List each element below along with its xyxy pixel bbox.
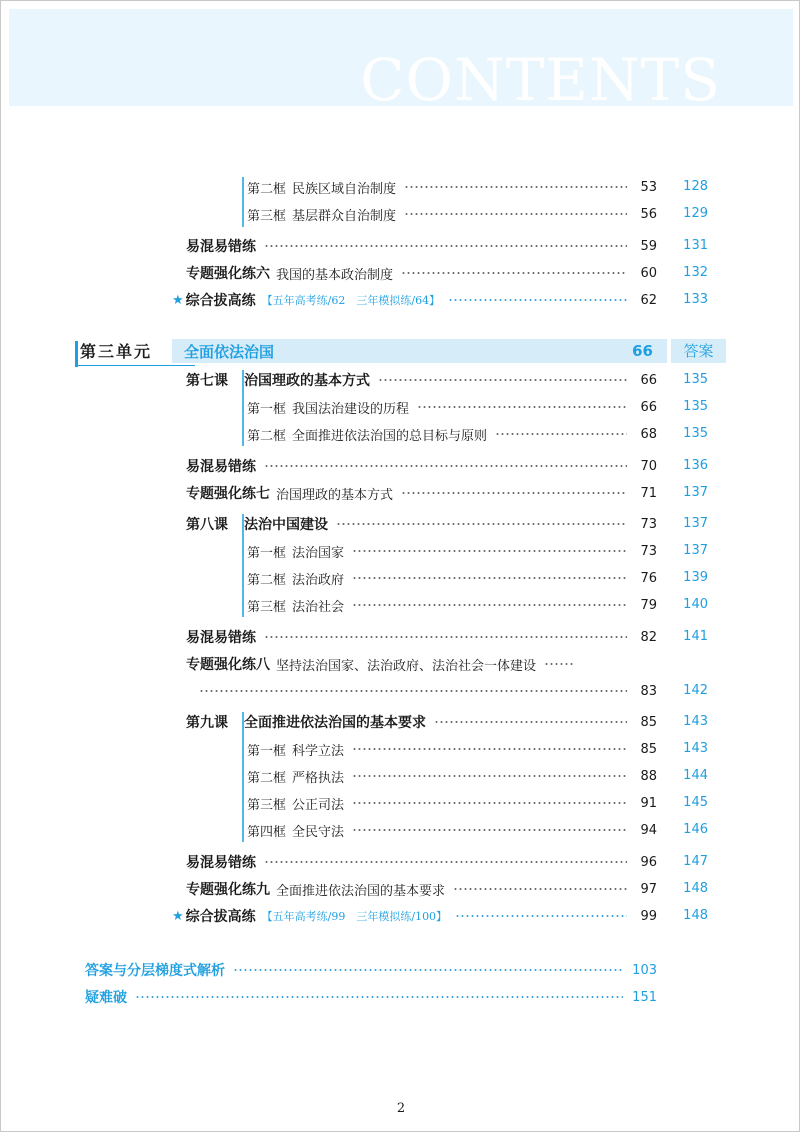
entry-title: 科学立法	[292, 743, 345, 759]
toc-entry[interactable]	[247, 739, 657, 759]
toc-entry[interactable]	[247, 541, 657, 561]
star-icon: ★	[172, 908, 184, 924]
unit-label: 第三单元	[80, 342, 153, 361]
leader-dots	[352, 775, 627, 777]
entry-title: 我国的基本政治制度	[276, 267, 394, 283]
leader-dots	[544, 663, 574, 665]
entry-title: 严格执法	[292, 770, 345, 786]
toc-entry-continuation[interactable]	[199, 681, 657, 701]
toc-entry[interactable]	[186, 370, 657, 390]
entry-label: 第二框	[247, 428, 287, 444]
answer-page[interactable]: 146	[683, 822, 708, 837]
leader-dots	[434, 721, 627, 723]
answer-page[interactable]: 147	[683, 854, 708, 869]
toc-entry[interactable]	[247, 204, 657, 224]
answer-page[interactable]: 135	[683, 372, 708, 387]
entry-label: 第二框	[247, 770, 287, 786]
entry-page: 96	[640, 854, 657, 870]
toc-entry[interactable]	[247, 820, 657, 840]
toc-entry[interactable]	[247, 568, 657, 588]
leader-dots	[233, 969, 623, 971]
toc-entry[interactable]	[186, 712, 657, 732]
entry-label: 第三框	[247, 599, 287, 615]
answer-page[interactable]: 137	[683, 543, 708, 558]
entry-label: 专题强化练六	[186, 266, 270, 282]
entry-note: 【五年高考练/62 三年模拟练/64】	[261, 294, 441, 307]
toc-entry[interactable]	[186, 879, 657, 899]
toc-entry[interactable]	[247, 766, 657, 786]
leader-dots	[264, 861, 627, 863]
entry-title: 全面推进依法治国的基本要求	[244, 715, 426, 731]
entry-label: 第九课	[186, 715, 228, 731]
entry-label: 第二框	[247, 572, 287, 588]
entry-page: 97	[640, 881, 657, 897]
answer-page[interactable]: 137	[683, 516, 708, 531]
leader-dots	[135, 996, 623, 998]
toc-entry[interactable]	[247, 397, 657, 417]
entry-title: 治国理政的基本方式	[244, 373, 370, 389]
leader-dots	[336, 523, 627, 525]
entry-label: 第三框	[247, 208, 287, 224]
entry-page: 56	[640, 206, 657, 222]
entry-page: 73	[640, 516, 657, 532]
entry-label: 第二框	[247, 181, 287, 197]
leader-dots	[404, 213, 627, 215]
toc-entry[interactable]	[172, 906, 657, 926]
entry-title: 全民守法	[292, 824, 345, 840]
unit-page: 66	[632, 342, 653, 360]
toc-entry[interactable]	[247, 595, 657, 615]
difficult-points-entry[interactable]	[85, 987, 657, 1007]
leader-dots	[495, 433, 627, 435]
toc-entry[interactable]	[186, 654, 657, 674]
answer-page[interactable]: 132	[683, 265, 708, 280]
entry-page: 70	[640, 458, 657, 474]
entry-label: 专题强化练七	[186, 486, 270, 502]
entry-title: 民族区域自治制度	[292, 181, 397, 197]
entry-page: 79	[640, 597, 657, 613]
tail-page: 103	[632, 962, 657, 978]
toc-entry[interactable]	[186, 263, 657, 283]
answer-page[interactable]: 135	[683, 399, 708, 414]
contents-heading: CONTENTS	[360, 46, 721, 114]
leader-dots	[264, 636, 627, 638]
toc-entry[interactable]	[186, 852, 657, 872]
entry-title: 全面推进依法治国的基本要求	[276, 883, 446, 899]
entry-title: 法治国家	[292, 545, 345, 561]
entry-label: 第一框	[247, 743, 287, 759]
entry-page: 62	[640, 292, 657, 308]
entry-page: 53	[640, 179, 657, 195]
entry-label: 综合拔高练	[185, 909, 256, 925]
entry-title: 我国法治建设的历程	[292, 401, 410, 417]
entry-label: 第八课	[186, 517, 228, 533]
leader-dots	[417, 406, 627, 408]
entry-page: 85	[640, 741, 657, 757]
leader-dots	[378, 379, 627, 381]
entry-title: 治国理政的基本方式	[276, 487, 394, 503]
entry-label: 第七课	[186, 373, 228, 389]
leader-dots	[264, 465, 627, 467]
entry-label: 专题强化练八	[186, 657, 270, 673]
entry-label: 易混易错练	[186, 459, 256, 475]
leader-dots	[352, 577, 627, 579]
answer-page[interactable]: 141	[683, 629, 708, 644]
entry-page: 88	[640, 768, 657, 784]
unit-title-band[interactable]	[172, 339, 667, 363]
entry-title: 基层群众自治制度	[292, 208, 397, 224]
leader-dots	[199, 690, 627, 692]
entry-page: 66	[640, 399, 657, 415]
answer-page[interactable]: 128	[683, 179, 708, 194]
leader-dots	[453, 888, 627, 890]
entry-page: 83	[640, 683, 657, 699]
tail-label: 疑难破	[85, 990, 127, 1006]
answer-page[interactable]: 131	[683, 238, 708, 253]
entry-label: 综合拔高练	[185, 293, 256, 309]
entry-page: 94	[640, 822, 657, 838]
answers-entry[interactable]	[85, 960, 657, 980]
leader-dots	[455, 915, 627, 917]
answer-page[interactable]: 148	[683, 881, 708, 896]
star-icon: ★	[172, 292, 184, 308]
toc-entry[interactable]	[247, 177, 657, 197]
leader-dots	[264, 245, 627, 247]
entry-page: 82	[640, 629, 657, 645]
entry-label: 专题强化练九	[186, 882, 270, 898]
entry-page: 71	[640, 485, 657, 501]
entry-title: 法治社会	[292, 599, 345, 615]
leader-dots	[352, 829, 627, 831]
entry-label: 易混易错练	[186, 630, 256, 646]
answer-page[interactable]: 143	[683, 714, 708, 729]
entry-page: 99	[640, 908, 657, 924]
leader-dots	[352, 604, 627, 606]
entry-page: 91	[640, 795, 657, 811]
section-bar	[242, 177, 244, 227]
entry-title: 法治中国建设	[244, 517, 328, 533]
entry-label: 第一框	[247, 401, 287, 417]
entry-label: 第三框	[247, 797, 287, 813]
toc-entry[interactable]	[186, 236, 657, 256]
leader-dots	[401, 492, 627, 494]
answer-page[interactable]: 140	[683, 597, 708, 612]
unit-underline	[75, 365, 195, 366]
entry-page: 68	[640, 426, 657, 442]
entry-title: 法治政府	[292, 572, 345, 588]
unit-title: 全面依法治国	[184, 342, 275, 361]
entry-title: 坚持法治国家、法治政府、法治社会一体建设	[276, 658, 537, 674]
toc-entry[interactable]	[186, 627, 657, 647]
entry-page: 59	[640, 238, 657, 254]
entry-label: 易混易错练	[186, 855, 256, 871]
leader-dots	[352, 802, 627, 804]
leader-dots	[352, 748, 627, 750]
toc-entry[interactable]	[186, 483, 657, 503]
entry-page: 76	[640, 570, 657, 586]
answer-page[interactable]: 143	[683, 741, 708, 756]
toc-entry[interactable]	[247, 793, 657, 813]
leader-dots	[448, 299, 627, 301]
entry-title: 全面推进依法治国的总目标与原则	[292, 428, 488, 444]
answer-column-header: 答案	[671, 339, 726, 363]
answer-page[interactable]: 145	[683, 795, 708, 810]
toc-entry[interactable]	[186, 456, 657, 476]
answer-page[interactable]: 139	[683, 570, 708, 585]
tail-page: 151	[632, 989, 657, 1005]
entry-page: 73	[640, 543, 657, 559]
entry-note: 【五年高考练/99 三年模拟练/100】	[261, 910, 448, 923]
tail-label: 答案与分层梯度式解析	[85, 963, 225, 979]
toc-entry[interactable]	[247, 424, 657, 444]
leader-dots	[352, 550, 627, 552]
entry-label: 第四框	[247, 824, 287, 840]
leader-dots	[401, 272, 627, 274]
entry-page: 85	[640, 714, 657, 730]
entry-title: 公正司法	[292, 797, 345, 813]
answer-page[interactable]: 136	[683, 458, 708, 473]
toc-entry[interactable]	[172, 290, 657, 310]
unit-accent-bar	[75, 341, 78, 367]
toc-entry[interactable]	[186, 514, 657, 534]
answer-page[interactable]: 133	[683, 292, 708, 307]
answer-page[interactable]: 144	[683, 768, 708, 783]
answer-page[interactable]: 129	[683, 206, 708, 221]
answer-page[interactable]: 135	[683, 426, 708, 441]
entry-label: 易混易错练	[186, 239, 256, 255]
answer-page[interactable]: 148	[683, 908, 708, 923]
answer-page[interactable]: 137	[683, 485, 708, 500]
entry-page: 66	[640, 372, 657, 388]
entry-page: 60	[640, 265, 657, 281]
answer-page[interactable]: 142	[683, 683, 708, 698]
page-number: 2	[396, 1101, 406, 1116]
leader-dots	[404, 186, 627, 188]
entry-label: 第一框	[247, 545, 287, 561]
